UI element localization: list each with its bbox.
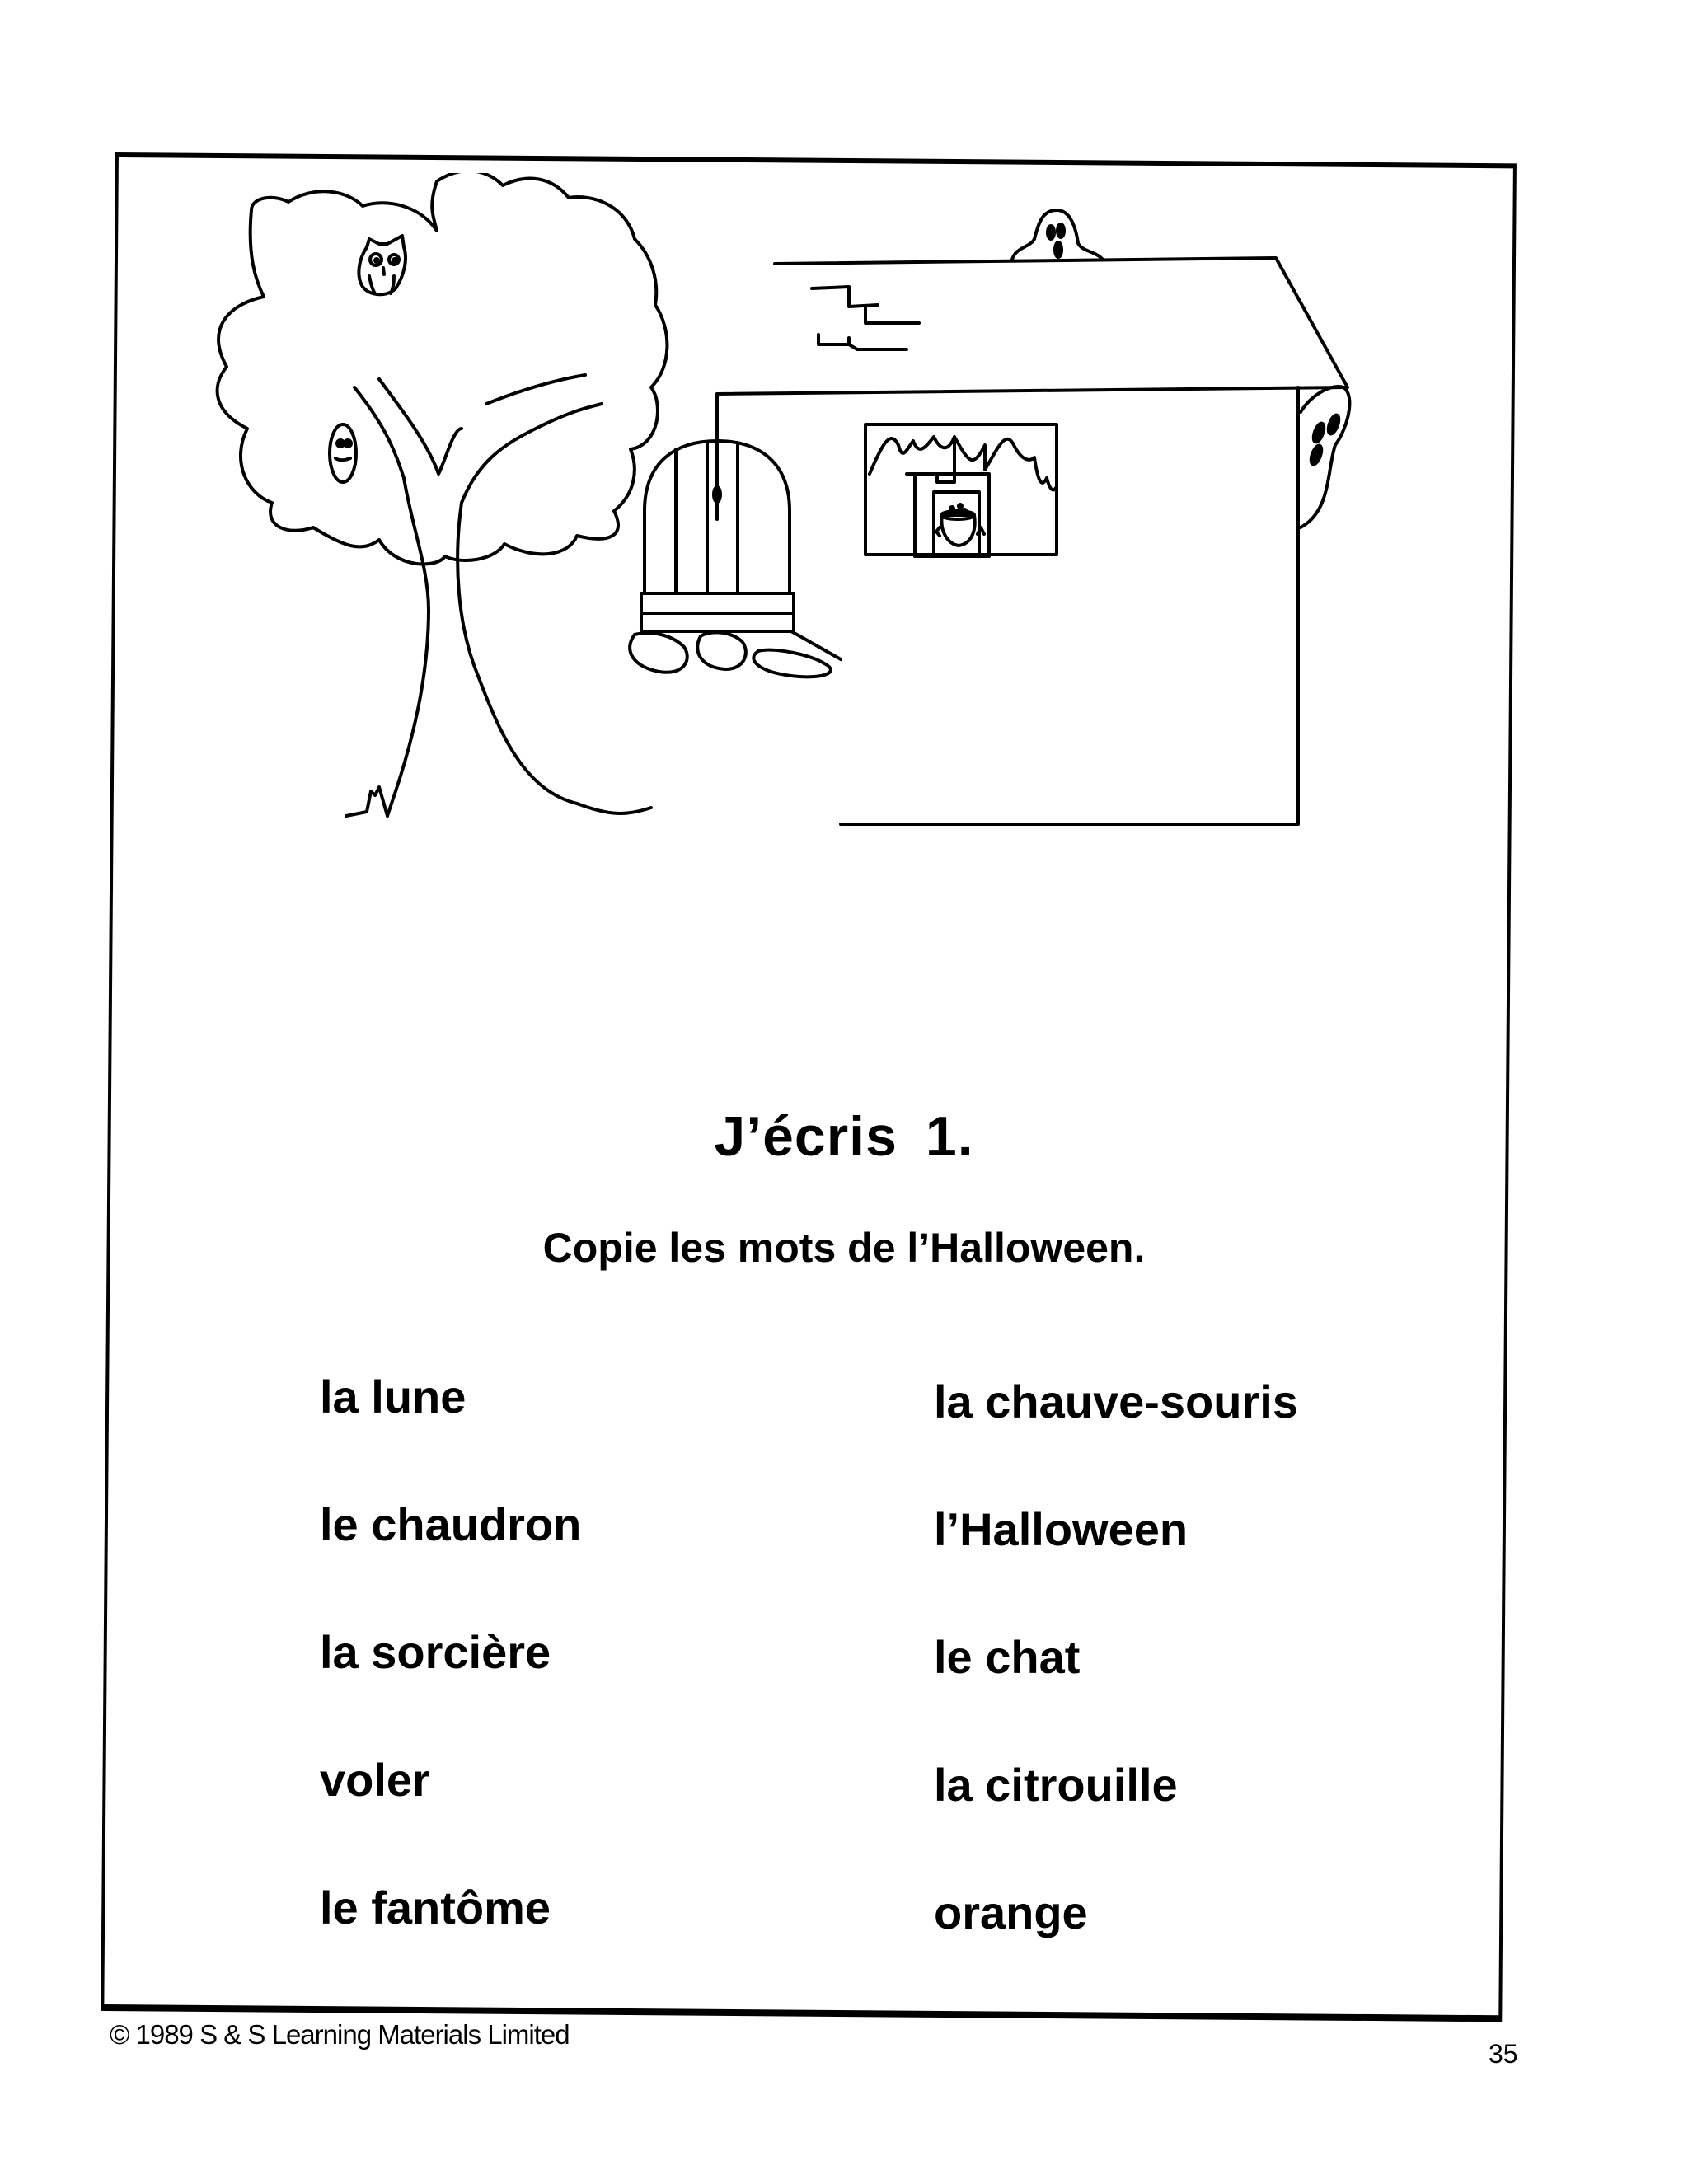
word-item: le chat [934,1631,1081,1683]
instruction-text: Copie les mots de l’Halloween. [542,1225,1146,1271]
copyright-notice: © 1989 S & S Learning Materials Limited [110,2019,570,2050]
word-item: le fantôme [320,1882,551,1933]
word-item: la sorcière [320,1626,551,1678]
word-item: voler [320,1754,430,1806]
word-item: la citrouille [934,1759,1178,1811]
word-item: le chaudron [320,1498,582,1550]
title-number: 1. [925,1105,974,1168]
word-item: orange [934,1886,1088,1938]
word-item: l’Halloween [934,1503,1189,1555]
title-word: J’écris [714,1105,898,1168]
word-item: la lune [320,1371,467,1422]
page-number: 35 [1489,2039,1518,2069]
word-item: la chauve-souris [934,1376,1298,1427]
